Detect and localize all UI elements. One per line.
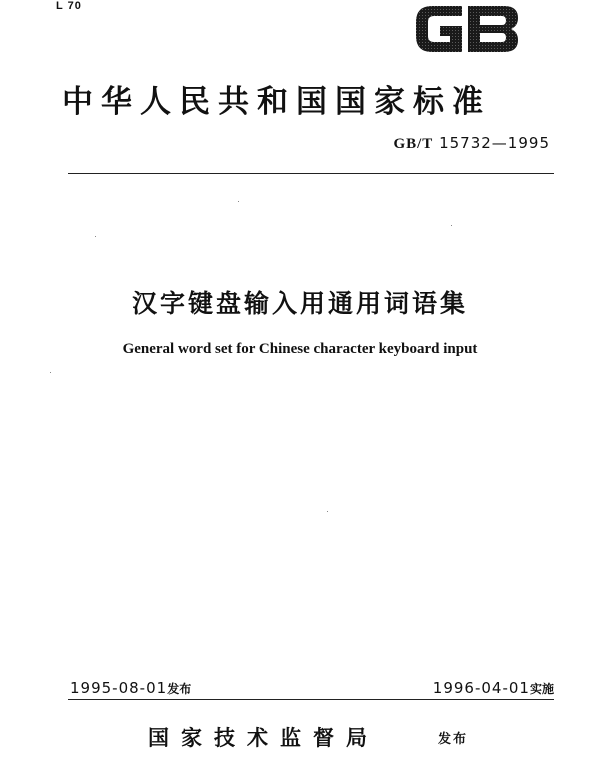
standard-number-prefix: GB/T: [393, 136, 434, 152]
gb-logo-icon: [410, 0, 522, 58]
scan-speck: [238, 201, 239, 202]
issue-date-line: [70, 679, 191, 697]
publisher-action: 发布: [438, 732, 469, 747]
document-title-chinese: 汉字键盘输入用通用词语集: [131, 289, 468, 318]
footer-divider: [68, 699, 554, 700]
scan-speck: [327, 511, 328, 512]
implementation-date-line: [433, 679, 554, 697]
classification-code: L 70: [56, 0, 82, 12]
scan-speck: [50, 372, 51, 373]
issue-date: 1995-08-01: [70, 679, 168, 697]
scan-speck: [95, 236, 96, 237]
standard-title: 中华人民共和国国家标准: [62, 84, 491, 120]
header-divider: [68, 173, 554, 174]
publisher-name: 国家技术监督局: [148, 725, 379, 750]
scan-speck: [451, 225, 452, 226]
implementation-label: 实施: [529, 682, 554, 696]
standard-number: [380, 134, 550, 153]
document-title-english: General word set for Chinese character keyboard input: [122, 341, 478, 357]
standard-number-value: 15732—1995: [439, 134, 550, 152]
issue-label: 发布: [167, 682, 192, 696]
implementation-date: 1996-04-01: [432, 679, 530, 697]
